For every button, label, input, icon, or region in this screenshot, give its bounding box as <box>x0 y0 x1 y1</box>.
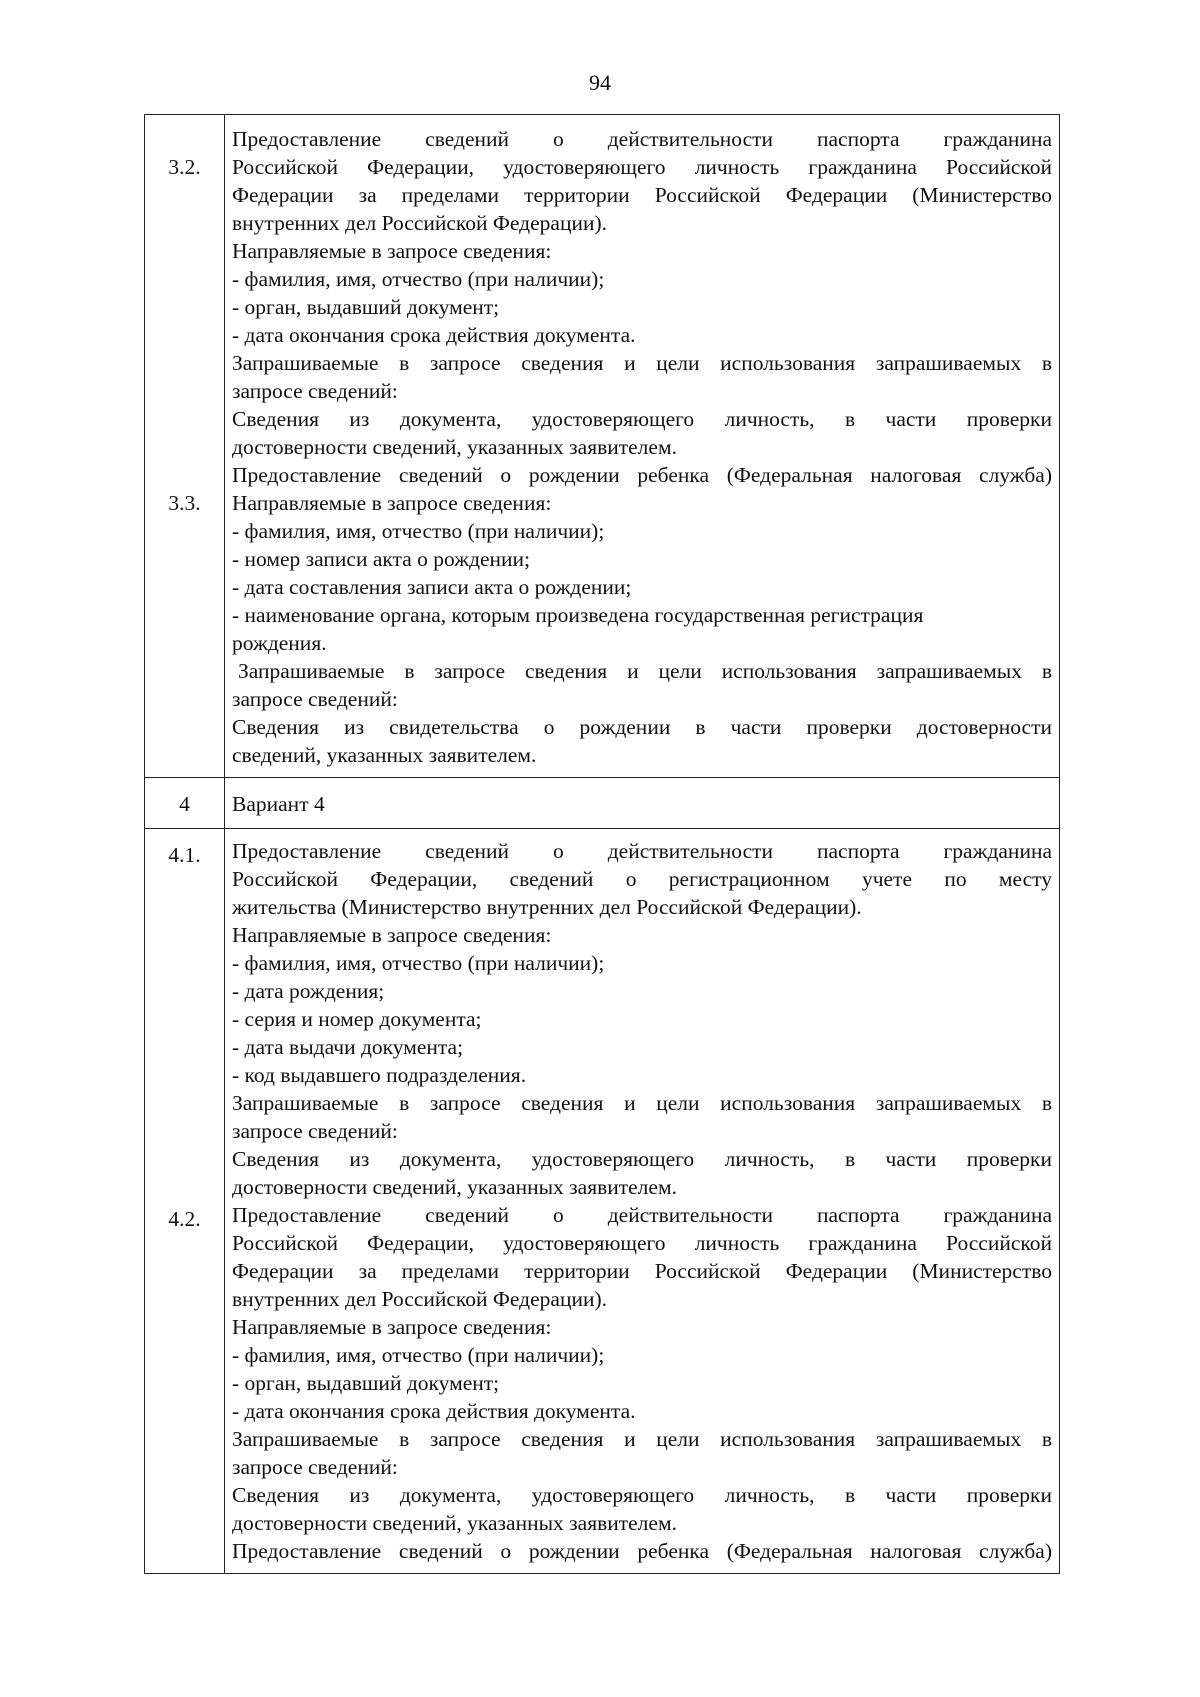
text-line: - фамилия, имя, отчество (при наличии); <box>232 951 605 975</box>
text-line: Федерации за пределами территории Российской Федерации (Министерство <box>232 183 1052 207</box>
text-line: Предоставление сведений о действительности паспорта гражданина <box>232 127 1052 151</box>
text-line: внутренних дел Российской Федерации). <box>232 211 607 235</box>
item-number-cell <box>145 829 225 1574</box>
text-line: - орган, выдавший документ; <box>232 1371 500 1395</box>
variant-number: 4 <box>145 778 225 829</box>
text-line: Запрашиваемые в запросе сведения и цели использования запрашиваемых в <box>238 659 1052 683</box>
text-line: - фамилия, имя, отчество (при наличии); <box>232 1343 605 1367</box>
text-line: Предоставление сведений о действительности паспорта гражданина <box>232 839 1052 863</box>
text-line: Направляемые в запросе сведения: <box>232 1315 552 1339</box>
text-line: Запрашиваемые в запросе сведения и цели использования запрашиваемых в <box>232 1427 1052 1451</box>
text-line: Сведения из документа, удостоверяющего личность, в части проверки <box>232 1147 1052 1171</box>
text-line: - дата окончания срока действия документа. <box>232 323 636 347</box>
text-line: Российской Федерации, сведений о регистрационном учете по месту <box>232 867 1052 891</box>
variant-title: Вариант 4 <box>225 778 1060 829</box>
text-line: жительства (Министерство внутренних дел Российской Федерации). <box>232 895 862 919</box>
item-number-4-2: 4.2. <box>168 1207 201 1231</box>
item-number-3-3: 3.3. <box>168 491 201 515</box>
text-line: Сведения из документа, удостоверяющего личность, в части проверки <box>232 1483 1052 1507</box>
text-line: - фамилия, имя, отчество (при наличии); <box>232 267 605 291</box>
text-line: Федерации за пределами территории Российской Федерации (Министерство <box>232 1259 1052 1283</box>
text-line: - дата составления записи акта о рождении; <box>232 575 632 599</box>
text-line: Направляемые в запросе сведения: <box>232 491 552 515</box>
text-line: Предоставление сведений о рождении ребенка (Федеральная налоговая служба) <box>232 1539 1052 1563</box>
text-line: запросе сведений: <box>232 379 398 403</box>
services-table <box>144 114 1060 1574</box>
text-line: Направляемые в запросе сведения: <box>232 923 552 947</box>
text-line: Направляемые в запросе сведения: <box>232 239 552 263</box>
text-line: запросе сведений: <box>232 1455 398 1479</box>
text-line: достоверности сведений, указанных заявителем. <box>232 1175 677 1199</box>
text-line: Сведения из документа, удостоверяющего личность, в части проверки <box>232 407 1052 431</box>
text-line: - номер записи акта о рождении; <box>232 547 531 571</box>
text-line: Запрашиваемые в запросе сведения и цели использования запрашиваемых в <box>232 1091 1052 1115</box>
text-line: Российской Федерации, удостоверяющего личность гражданина Российской <box>232 1231 1052 1255</box>
text-line: рождения. <box>232 631 327 655</box>
text-line: Российской Федерации, удостоверяющего личность гражданина Российской <box>232 155 1052 179</box>
text-line: запросе сведений: <box>232 1119 398 1143</box>
text-line: внутренних дел Российской Федерации). <box>232 1287 607 1311</box>
text-line: - код выдавшего подразделения. <box>232 1063 527 1087</box>
text-line: - наименование органа, которым произведена государственная регистрация <box>232 603 924 627</box>
text-line: Запрашиваемые в запросе сведения и цели использования запрашиваемых в <box>232 351 1052 375</box>
item-description-cell <box>225 115 1060 778</box>
text-line: сведений, указанных заявителем. <box>232 743 537 767</box>
text-line: запросе сведений: <box>232 687 398 711</box>
text-line: - фамилия, имя, отчество (при наличии); <box>232 519 605 543</box>
text-line: - серия и номер документа; <box>232 1007 482 1031</box>
item-number-cell <box>145 115 225 778</box>
text-line: - дата выдачи документа; <box>232 1035 464 1059</box>
table-row-4 <box>145 829 1060 1574</box>
text-line: Предоставление сведений о действительности паспорта гражданина <box>232 1203 1052 1227</box>
text-line: достоверности сведений, указанных заявителем. <box>232 1511 677 1535</box>
table-row-3 <box>145 115 1060 778</box>
page-number: 94 <box>589 70 611 95</box>
text-line: - дата окончания срока действия документа. <box>232 1399 636 1423</box>
item-number-3-2: 3.2. <box>168 155 201 179</box>
text-line: - орган, выдавший документ; <box>232 295 500 319</box>
text-line: достоверности сведений, указанных заявителем. <box>232 435 677 459</box>
item-number-4-1: 4.1. <box>168 843 201 867</box>
text-line: - дата рождения; <box>232 979 385 1003</box>
table-row-variant-4 <box>145 778 1060 829</box>
item-description-cell <box>225 829 1060 1574</box>
text-line: Предоставление сведений о рождении ребенка (Федеральная налоговая служба) <box>232 463 1052 487</box>
text-line: Сведения из свидетельства о рождении в части проверки достоверности <box>232 715 1052 739</box>
